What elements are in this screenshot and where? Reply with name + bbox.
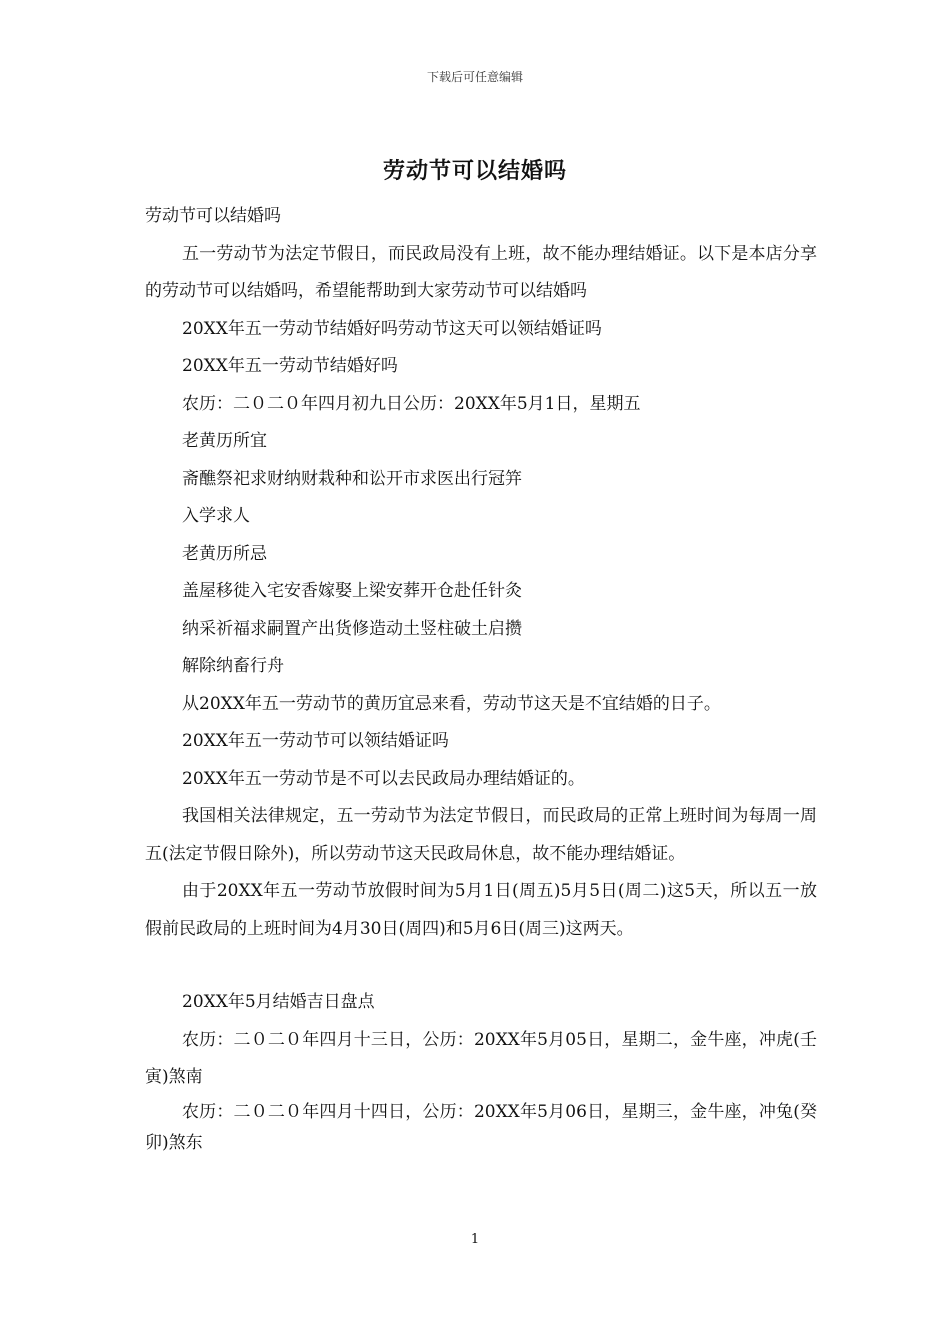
page-number: 1 [470, 1232, 480, 1247]
paragraph-law: 我国相关法律规定，五一劳动节为法定节假日，而民政局的正常上班时间为每周一周五(法定节假日除外)，所以劳动节这天民政局休息，故不能办理结婚证。 [145, 806, 817, 864]
paragraph-avoid-label: 老黄历所忌 [182, 543, 267, 564]
paragraph-suitable-list-2: 入学求人 [182, 506, 250, 526]
paragraph-suitable-list-1: 斋醮祭祀求财纳财栽种和讼开市求医出行冠笄 [182, 468, 522, 489]
paragraph-auspicious-day-1: 农历：二０二０年四月十三日，公历：20XX年5月05日，星期二，金牛座，冲虎(壬寅)煞南 [145, 1029, 817, 1087]
paragraph-avoid-list-1: 盖屋移徙入宅安香嫁娶上梁安葬开仓赴任针灸 [182, 581, 522, 601]
header-note: 下载后可任意编辑 [426, 70, 523, 84]
paragraph-heading-4: 20XX年5月结婚吉日盘点 [182, 992, 375, 1012]
paragraph-heading-3: 20XX年五一劳动节可以领结婚证吗 [182, 731, 449, 751]
paragraph-heading-2: 20XX年五一劳动节结婚好吗 [182, 356, 398, 376]
paragraph-holiday-schedule: 由于20XX年五一劳动节放假时间为5月1日(周五)5月5日(周二)这5天，所以五一放假前民政局的上班时间为4月30日(周四)和5月6日(周三)这两天。 [145, 881, 817, 939]
document-title: 劳动节可以结婚吗 [382, 158, 567, 184]
paragraph-avoid-list-3: 解除纳畜行舟 [182, 656, 284, 676]
paragraph-avoid-list-2: 纳采祈福求嗣置产出货修造动土竖柱破土启攒 [182, 618, 522, 639]
paragraph-calendar-date: 农历：二０二０年四月初九日公历：20XX年5月1日，星期五 [182, 393, 641, 414]
paragraph-heading-1: 20XX年五一劳动节结婚好吗劳动节这天可以领结婚证吗 [182, 318, 602, 339]
paragraph-conclusion: 从20XX年五一劳动节的黄历宜忌来看，劳动节这天是不宜结婚的日子。 [182, 693, 721, 714]
paragraph-intro: 五一劳动节为法定节假日，而民政局没有上班，故不能办理结婚证。以下是本店分享的劳动节可以结婚吗，希望能帮助到大家劳动节可以结婚吗 [145, 243, 817, 301]
paragraph-auspicious-day-2: 农历：二０二０年四月十四日，公历：20XX年5月06日，星期三，金牛座，冲兔(癸卯)煞东 [145, 1101, 817, 1153]
document-body [145, 198, 817, 1160]
paragraph-gap [145, 948, 817, 984]
paragraph-answer: 20XX年五一劳动节是不可以去民政局办理结婚证的。 [182, 768, 585, 789]
paragraph-subtitle: 劳动节可以结婚吗 [145, 206, 281, 226]
paragraph-suitable-label: 老黄历所宜 [182, 431, 267, 451]
